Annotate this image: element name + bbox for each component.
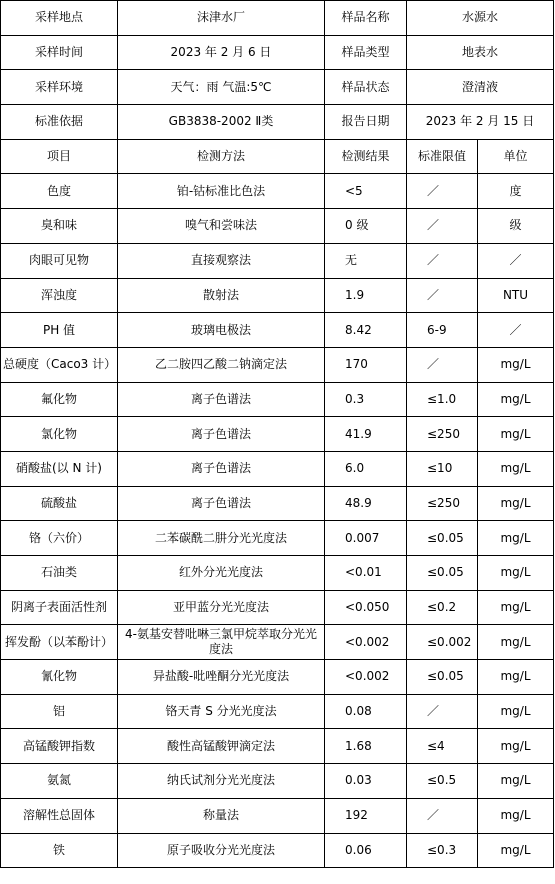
header-label: 采样环境	[1, 70, 118, 105]
limit-cell: ／	[407, 798, 478, 833]
result-cell: 1.68	[325, 729, 407, 764]
limit-cell: ≤250	[407, 417, 478, 452]
unit-cell: 级	[478, 209, 554, 244]
table-row	[1, 243, 554, 278]
item-cell: 氟化物	[1, 382, 118, 417]
result-cell: 8.42	[325, 313, 407, 348]
header-value: 澄清液	[407, 70, 554, 105]
item-cell: 铬（六价）	[1, 521, 118, 556]
result-cell: 41.9	[325, 417, 407, 452]
header-row	[1, 70, 554, 105]
result-cell: 0.03	[325, 764, 407, 799]
table-row	[1, 625, 554, 660]
item-cell: 石油类	[1, 556, 118, 591]
item-cell: PH 值	[1, 313, 118, 348]
result-cell: 0.007	[325, 521, 407, 556]
header-value: 沫津水厂	[118, 1, 325, 36]
item-cell: 总硬度（Caco3 计）	[1, 347, 118, 382]
item-cell: 溶解性总固体	[1, 798, 118, 833]
header-value: 地表水	[407, 35, 554, 70]
column-header: 单位	[478, 139, 554, 174]
unit-cell: NTU	[478, 278, 554, 313]
table-row	[1, 521, 554, 556]
method-cell: 离子色谱法	[118, 382, 325, 417]
header-label: 标准依据	[1, 105, 118, 140]
table-row	[1, 347, 554, 382]
method-cell: 离子色谱法	[118, 486, 325, 521]
limit-cell: ／	[407, 347, 478, 382]
unit-cell: mg/L	[478, 764, 554, 799]
table-row	[1, 417, 554, 452]
method-cell: 直接观察法	[118, 243, 325, 278]
result-cell: <0.050	[325, 590, 407, 625]
table-row	[1, 278, 554, 313]
item-cell: 肉眼可见物	[1, 243, 118, 278]
column-header: 项目	[1, 139, 118, 174]
limit-cell: ≤0.05	[407, 660, 478, 695]
result-cell: 6.0	[325, 451, 407, 486]
limit-cell: ≤4	[407, 729, 478, 764]
result-cell: 192	[325, 798, 407, 833]
item-cell: 氯化物	[1, 417, 118, 452]
method-cell: 离子色谱法	[118, 417, 325, 452]
table-row	[1, 313, 554, 348]
result-cell: 170	[325, 347, 407, 382]
method-cell: 乙二胺四乙酸二钠滴定法	[118, 347, 325, 382]
limit-cell: ≤0.2	[407, 590, 478, 625]
result-cell: 1.9	[325, 278, 407, 313]
unit-cell: mg/L	[478, 382, 554, 417]
method-cell: 纳氏试剂分光光度法	[118, 764, 325, 799]
header-label: 样品状态	[325, 70, 407, 105]
unit-cell: mg/L	[478, 417, 554, 452]
table-row	[1, 833, 554, 868]
header-row	[1, 105, 554, 140]
unit-cell: mg/L	[478, 347, 554, 382]
method-cell: 散射法	[118, 278, 325, 313]
item-cell: 臭和味	[1, 209, 118, 244]
table-row	[1, 660, 554, 695]
limit-cell: ≤1.0	[407, 382, 478, 417]
item-cell: 浑浊度	[1, 278, 118, 313]
method-cell: 玻璃电极法	[118, 313, 325, 348]
column-header: 检测结果	[325, 139, 407, 174]
method-cell: 二苯碳酰二肼分光光度法	[118, 521, 325, 556]
method-cell: 异盐酸-吡唑酮分光光度法	[118, 660, 325, 695]
unit-cell: ／	[478, 243, 554, 278]
unit-cell: mg/L	[478, 590, 554, 625]
method-cell: 称量法	[118, 798, 325, 833]
item-cell: 硫酸盐	[1, 486, 118, 521]
header-value: 2023 年 2 月 15 日	[407, 105, 554, 140]
table-row	[1, 729, 554, 764]
header-row	[1, 35, 554, 70]
method-cell: 铬天青 S 分光光度法	[118, 694, 325, 729]
table-row	[1, 798, 554, 833]
limit-cell: ／	[407, 209, 478, 244]
item-cell: 铝	[1, 694, 118, 729]
table-row	[1, 556, 554, 591]
method-cell: 原子吸收分光光度法	[118, 833, 325, 868]
header-label: 样品类型	[325, 35, 407, 70]
result-cell: 0.3	[325, 382, 407, 417]
item-cell: 高锰酸钾指数	[1, 729, 118, 764]
unit-cell: mg/L	[478, 521, 554, 556]
item-cell: 铁	[1, 833, 118, 868]
item-cell: 氨氮	[1, 764, 118, 799]
unit-cell: mg/L	[478, 729, 554, 764]
header-value: 2023 年 2 月 6 日	[118, 35, 325, 70]
item-cell: 色度	[1, 174, 118, 209]
header-value: 水源水	[407, 1, 554, 36]
limit-cell: ≤0.05	[407, 556, 478, 591]
column-header: 检测方法	[118, 139, 325, 174]
header-label: 样品名称	[325, 1, 407, 36]
method-cell: 酸性高锰酸钾滴定法	[118, 729, 325, 764]
result-cell: <5	[325, 174, 407, 209]
limit-cell: ／	[407, 174, 478, 209]
unit-cell: mg/L	[478, 798, 554, 833]
limit-cell: ≤10	[407, 451, 478, 486]
unit-cell: ／	[478, 313, 554, 348]
method-cell: 亚甲蓝分光光度法	[118, 590, 325, 625]
method-cell: 铂-钴标准比色法	[118, 174, 325, 209]
unit-cell: mg/L	[478, 486, 554, 521]
limit-cell: ≤0.3	[407, 833, 478, 868]
header-value: 天气：雨 气温:5℃	[118, 70, 325, 105]
column-header-row	[1, 139, 554, 174]
item-cell: 阴离子表面活性剂	[1, 590, 118, 625]
unit-cell: 度	[478, 174, 554, 209]
limit-cell: ≤0.5	[407, 764, 478, 799]
result-cell: 0 级	[325, 209, 407, 244]
limit-cell: ≤0.05	[407, 521, 478, 556]
table-row	[1, 451, 554, 486]
item-cell: 挥发酚（以苯酚计）	[1, 625, 118, 660]
table-row	[1, 209, 554, 244]
unit-cell: mg/L	[478, 694, 554, 729]
result-cell: <0.01	[325, 556, 407, 591]
limit-cell: 6-9	[407, 313, 478, 348]
unit-cell: mg/L	[478, 660, 554, 695]
table-row	[1, 174, 554, 209]
result-cell: 无	[325, 243, 407, 278]
header-label: 采样时间	[1, 35, 118, 70]
result-cell: <0.002	[325, 660, 407, 695]
report-table-body	[1, 1, 554, 868]
limit-cell: ≤0.002	[407, 625, 478, 660]
table-row	[1, 694, 554, 729]
header-value: GB3838-2002 Ⅱ类	[118, 105, 325, 140]
table-row	[1, 764, 554, 799]
column-header: 标准限值	[407, 139, 478, 174]
table-row	[1, 486, 554, 521]
method-cell: 离子色谱法	[118, 451, 325, 486]
item-cell: 硝酸盐(以 N 计)	[1, 451, 118, 486]
limit-cell: ／	[407, 243, 478, 278]
header-row	[1, 1, 554, 36]
result-cell: 0.06	[325, 833, 407, 868]
limit-cell: ≤250	[407, 486, 478, 521]
result-cell: 0.08	[325, 694, 407, 729]
unit-cell: mg/L	[478, 833, 554, 868]
unit-cell: mg/L	[478, 451, 554, 486]
method-cell: 嗅气和尝味法	[118, 209, 325, 244]
method-cell: 红外分光光度法	[118, 556, 325, 591]
item-cell: 氰化物	[1, 660, 118, 695]
method-cell: 4-氨基安替吡啉三氯甲烷萃取分光光度法	[118, 625, 325, 660]
table-row	[1, 590, 554, 625]
result-cell: <0.002	[325, 625, 407, 660]
limit-cell: ／	[407, 694, 478, 729]
result-cell: 48.9	[325, 486, 407, 521]
header-label: 采样地点	[1, 1, 118, 36]
table-row	[1, 382, 554, 417]
unit-cell: mg/L	[478, 556, 554, 591]
header-label: 报告日期	[325, 105, 407, 140]
limit-cell: ／	[407, 278, 478, 313]
unit-cell: mg/L	[478, 625, 554, 660]
